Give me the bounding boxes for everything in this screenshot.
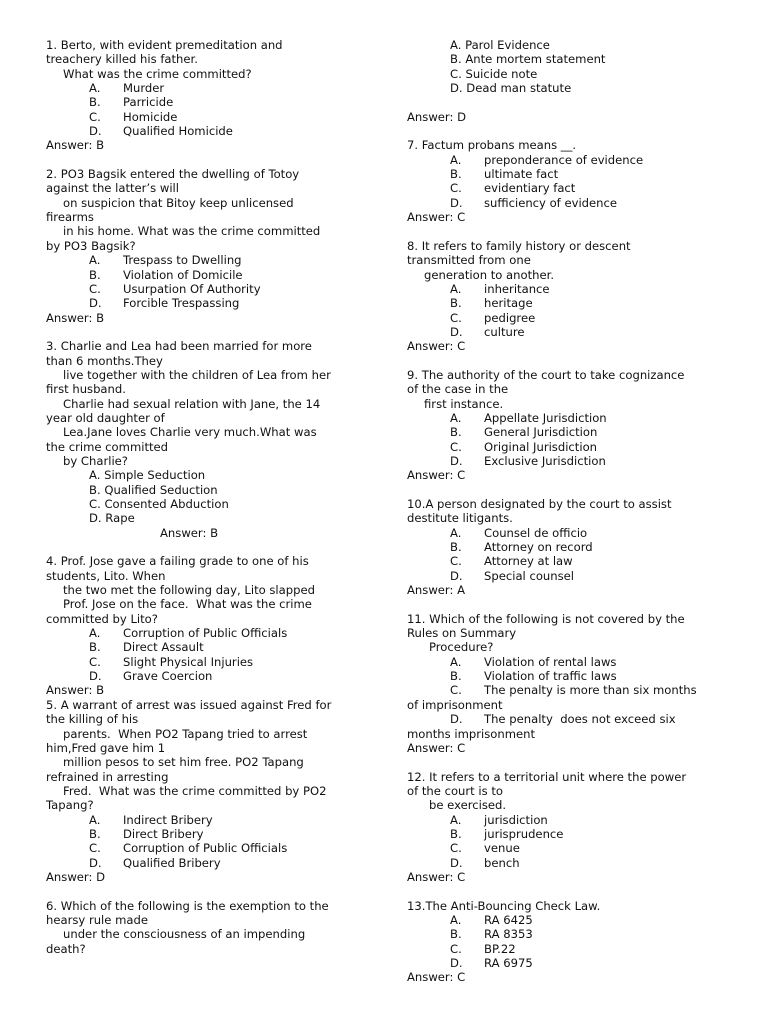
- option-text: ultimate fact: [484, 167, 559, 182]
- answer-key: Answer: C: [407, 740, 466, 755]
- answer-option: [407, 325, 727, 339]
- answer-option: [407, 813, 727, 827]
- question-text-line: Procedure?: [429, 640, 494, 655]
- option-letter: C.: [450, 554, 462, 569]
- option-letter: D.: [450, 453, 463, 468]
- option-text: evidentiary fact: [484, 181, 576, 196]
- option-letter: C.: [89, 109, 101, 124]
- option-letter: B.: [89, 826, 101, 841]
- answer-key: Answer: D: [407, 109, 467, 124]
- option-text: preponderance of evidence: [484, 152, 644, 167]
- option-text: Corruption of Public Officials: [123, 626, 288, 641]
- option-text: RA 6975: [484, 956, 533, 970]
- question-text-line: the crime committed: [46, 439, 169, 454]
- option-letter: A.: [89, 253, 101, 268]
- question-text-line: What was the crime committed?: [63, 66, 252, 81]
- answer-option: [46, 296, 366, 310]
- option-letter: A.: [450, 281, 462, 296]
- option-letter: A.: [450, 525, 462, 540]
- option-text: Attorney at law: [484, 554, 573, 569]
- question-text-line: B. Qualified Seduction: [89, 482, 218, 497]
- answer-key: Answer: C: [407, 468, 466, 483]
- answer-option: [407, 540, 727, 554]
- option-text: Qualified Bribery: [123, 855, 221, 870]
- answer-key: Answer: C: [407, 210, 466, 225]
- answer-option: [46, 95, 366, 109]
- blank-line: [46, 153, 366, 167]
- option-text: Direct Assault: [123, 640, 204, 655]
- answer-option: [46, 124, 366, 138]
- option-letter: C.: [450, 683, 462, 698]
- option-letter: D.: [89, 296, 102, 311]
- option-text: The penalty is more than six months: [484, 683, 697, 698]
- option-letter: A.: [450, 654, 462, 669]
- option-letter: C.: [89, 841, 101, 856]
- question-text-line: the killing of his: [46, 712, 139, 727]
- answer-option: [46, 640, 366, 654]
- question-text-line: 3. Charlie and Lea had been married for more: [46, 339, 312, 354]
- option-text: Parricide: [123, 95, 174, 110]
- question-text-line: refrained in arresting: [46, 769, 169, 784]
- blank-line: [407, 755, 727, 769]
- option-letter: B.: [450, 540, 462, 555]
- answer-option: [407, 167, 727, 181]
- option-letter: C.: [450, 941, 462, 956]
- option-text: Indirect Bribery: [123, 812, 213, 827]
- answer-option: [46, 841, 366, 855]
- option-letter: A.: [450, 152, 462, 167]
- question-text-line: death?: [46, 941, 86, 956]
- question-text-line: million pesos to set him free. PO2 Tapang: [63, 755, 304, 770]
- blank-line: [407, 354, 727, 368]
- question-text-line: parents. When PO2 Tapang tried to arrest: [63, 726, 308, 741]
- question-text-line: under the consciousness of an impending: [63, 927, 306, 942]
- answer-option: [407, 827, 727, 841]
- option-text: inheritance: [484, 281, 550, 296]
- answer-option: [407, 669, 727, 683]
- option-text: RA 8353: [484, 927, 533, 942]
- question-text-line: A. Parol Evidence: [450, 38, 550, 52]
- answer-key: Answer: B: [160, 525, 219, 540]
- option-letter: D.: [450, 568, 463, 583]
- blank-line: [407, 124, 727, 138]
- question-text-line: of imprisonment: [407, 697, 503, 712]
- question-text-line: destitute litigants.: [407, 511, 513, 526]
- question-text-line: A. Simple Seduction: [89, 468, 206, 483]
- option-letter: B.: [450, 826, 462, 841]
- option-text: pedigree: [484, 310, 536, 325]
- answer-option: [46, 282, 366, 296]
- option-letter: B.: [89, 640, 101, 655]
- answer-option: [46, 827, 366, 841]
- answer-option: [407, 841, 727, 855]
- option-letter: D.: [89, 669, 102, 684]
- blank-line: [46, 540, 366, 554]
- answer-option: [407, 683, 727, 697]
- answer-option: [46, 268, 366, 282]
- option-letter: C.: [89, 281, 101, 296]
- right-column: [407, 38, 727, 985]
- question-text-line: 2. PO3 Bagsik entered the dwelling of Totoy: [46, 167, 300, 182]
- answer-option: [46, 110, 366, 124]
- option-letter: C.: [450, 181, 462, 196]
- answer-option: [407, 927, 727, 941]
- question-text-line: on suspicion that Bitoy keep unlicensed: [63, 195, 294, 210]
- question-text-line: Tapang?: [46, 798, 94, 813]
- option-text: Exclusive Jurisdiction: [484, 453, 606, 468]
- answer-key: Answer: B: [46, 310, 105, 325]
- option-text: Usurpation Of Authority: [123, 281, 261, 296]
- question-text-line: be exercised.: [429, 798, 507, 813]
- question-text-line: live together with the children of Lea from her: [63, 367, 331, 382]
- question-text-line: months imprisonment: [407, 726, 536, 741]
- option-text: Original Jurisdiction: [484, 439, 598, 454]
- question-text-line: C. Suicide note: [450, 66, 538, 81]
- option-text: Attorney on record: [484, 540, 593, 555]
- question-text-line: 9. The authority of the court to take cognizance: [407, 367, 685, 382]
- option-letter: C.: [450, 310, 462, 325]
- option-letter: B.: [450, 296, 462, 311]
- question-text-line: D. Dead man statute: [450, 81, 572, 96]
- option-text: Violation of rental laws: [484, 654, 617, 669]
- question-text-line: 4. Prof. Jose gave a failing grade to one of his: [46, 554, 309, 569]
- question-text-line: by PO3 Bagsik?: [46, 238, 136, 253]
- option-letter: B.: [450, 425, 462, 440]
- question-text-line: Fred. What was the crime committed by PO2: [63, 783, 327, 798]
- answer-option: [46, 253, 366, 267]
- blank-line: [46, 884, 366, 898]
- option-letter: B.: [450, 167, 462, 182]
- option-text: Violation of Domicile: [123, 267, 243, 282]
- blank-line: [407, 884, 727, 898]
- option-letter: A.: [450, 812, 462, 827]
- option-text: jurisdiction: [484, 812, 548, 827]
- question-text-line: generation to another.: [424, 267, 555, 282]
- answer-option: [46, 669, 366, 683]
- option-letter: C.: [450, 439, 462, 454]
- option-text: Homicide: [123, 109, 178, 124]
- answer-option: [407, 311, 727, 325]
- option-text: Direct Bribery: [123, 826, 204, 841]
- left-column: [46, 38, 366, 956]
- option-text: Special counsel: [484, 568, 575, 583]
- blank-line: [407, 597, 727, 611]
- question-text-line: first instance.: [424, 396, 504, 411]
- answer-option: [407, 196, 727, 210]
- question-text-line: Prof. Jose on the face. What was the crime: [63, 597, 312, 612]
- answer-option: [46, 856, 366, 870]
- question-text-line: of the case in the: [407, 382, 509, 397]
- option-letter: B.: [450, 927, 462, 942]
- option-letter: C.: [89, 654, 101, 669]
- option-text: sufficiency of evidence: [484, 195, 618, 210]
- option-text: BP.22: [484, 941, 516, 956]
- option-text: heritage: [484, 296, 533, 311]
- answer-option: [407, 526, 727, 540]
- question-text-line: C. Consented Abduction: [89, 497, 229, 511]
- question-text-line: 12. It refers to a territorial unit where the power: [407, 769, 687, 784]
- option-letter: D.: [450, 712, 463, 727]
- option-letter: A.: [89, 81, 101, 96]
- question-text-line: transmitted from one: [407, 253, 531, 268]
- question-text-line: him,Fred gave him 1: [46, 740, 166, 755]
- answer-option: [407, 655, 727, 669]
- option-letter: B.: [450, 669, 462, 684]
- option-text: Qualified Homicide: [123, 124, 233, 139]
- option-letter: B.: [89, 95, 101, 110]
- option-text: Murder: [123, 81, 165, 96]
- question-text-line: 8. It refers to family history or descent: [407, 238, 631, 253]
- question-text-line: treachery killed his father.: [46, 52, 198, 67]
- option-letter: B.: [89, 267, 101, 282]
- option-letter: D.: [450, 956, 463, 970]
- option-text: venue: [484, 841, 520, 856]
- question-text-line: 13.The Anti-Bouncing Check Law.: [407, 898, 601, 913]
- option-letter: A.: [450, 912, 462, 927]
- question-text-line: 7. Factum probans means __.: [407, 138, 577, 153]
- answer-key: Answer: C: [407, 970, 466, 985]
- question-text-line: 5. A warrant of arrest was issued against Fred for: [46, 697, 332, 712]
- answer-option: [407, 440, 727, 454]
- answer-key: Answer: A: [407, 583, 466, 598]
- option-text: Appellate Jurisdiction: [484, 410, 607, 425]
- option-text: bench: [484, 855, 520, 870]
- blank-line: [46, 325, 366, 339]
- answer-option: [407, 942, 727, 956]
- question-text-line: the two met the following day, Lito slapped: [63, 583, 315, 598]
- question-text-line: year old daughter of: [46, 410, 165, 425]
- option-text: Counsel de officio: [484, 525, 588, 540]
- option-text: Slight Physical Injuries: [123, 654, 254, 669]
- blank-line: [407, 483, 727, 497]
- blank-line: [407, 95, 727, 109]
- option-text: Corruption of Public Officials: [123, 841, 288, 856]
- answer-option: [407, 454, 727, 468]
- blank-line: [407, 224, 727, 238]
- answer-key: Answer: B: [46, 138, 105, 153]
- question-text-line: than 6 months.They: [46, 353, 163, 368]
- option-letter: A.: [89, 812, 101, 827]
- answer-option: [407, 282, 727, 296]
- answer-option: [407, 913, 727, 927]
- answer-key: Answer: B: [46, 683, 105, 698]
- answer-key: Answer: C: [407, 869, 466, 884]
- answer-option: [407, 153, 727, 167]
- question-text-line: hearsy rule made: [46, 912, 148, 927]
- option-text: General Jurisdiction: [484, 425, 598, 440]
- answer-option: [46, 81, 366, 95]
- answer-option: [407, 554, 727, 568]
- question-text-line: against the latter’s will: [46, 181, 179, 196]
- option-letter: C.: [450, 841, 462, 856]
- question-text-line: students, Lito. When: [46, 568, 166, 583]
- question-text-line: Charlie had sexual relation with Jane, the 14: [63, 396, 321, 411]
- option-text: culture: [484, 324, 525, 339]
- answer-key: Answer: D: [46, 869, 106, 884]
- option-letter: D.: [89, 124, 102, 139]
- question-text-line: committed by Lito?: [46, 611, 158, 626]
- option-letter: D.: [450, 324, 463, 339]
- option-text: jurisprudence: [484, 826, 564, 841]
- answer-option: [407, 712, 727, 726]
- question-text-line: B. Ante mortem statement: [450, 52, 606, 67]
- option-text: Trespass to Dwelling: [123, 253, 242, 268]
- option-text: Violation of traffic laws: [484, 669, 617, 684]
- question-text-line: firearms: [46, 210, 94, 225]
- option-letter: D.: [450, 855, 463, 870]
- question-text-line: by Charlie?: [63, 453, 128, 468]
- answer-option: [407, 296, 727, 310]
- option-letter: A.: [89, 626, 101, 641]
- question-text-line: D. Rape: [89, 511, 135, 526]
- option-letter: A.: [450, 410, 462, 425]
- question-text-line: in his home. What was the crime committed: [63, 224, 321, 239]
- answer-option: [46, 655, 366, 669]
- answer-option: [46, 626, 366, 640]
- answer-key: Answer: C: [407, 339, 466, 354]
- answer-option: [407, 181, 727, 195]
- question-text-line: Rules on Summary: [407, 626, 517, 641]
- question-text-line: Lea.Jane loves Charlie very much.What was: [63, 425, 317, 440]
- question-text-line: 10.A person designated by the court to assist: [407, 497, 672, 511]
- question-text-line: 11. Which of the following is not covered by the: [407, 611, 685, 626]
- answer-option: [407, 411, 727, 425]
- answer-option: [46, 813, 366, 827]
- question-text-line: of the court is to: [407, 783, 503, 798]
- option-letter: D.: [450, 195, 463, 210]
- question-text-line: first husband.: [46, 382, 126, 397]
- answer-option: [407, 425, 727, 439]
- option-text: Grave Coercion: [123, 669, 213, 684]
- option-text: RA 6425: [484, 912, 533, 927]
- answer-option: [407, 856, 727, 870]
- question-text-line: 1. Berto, with evident premeditation and: [46, 38, 283, 52]
- option-text: Forcible Trespassing: [123, 296, 240, 311]
- answer-option: [407, 956, 727, 970]
- option-text: The penalty does not exceed six: [484, 712, 676, 727]
- question-text-line: 6. Which of the following is the exemption to the: [46, 898, 329, 913]
- option-letter: D.: [89, 855, 102, 870]
- answer-option: [407, 569, 727, 583]
